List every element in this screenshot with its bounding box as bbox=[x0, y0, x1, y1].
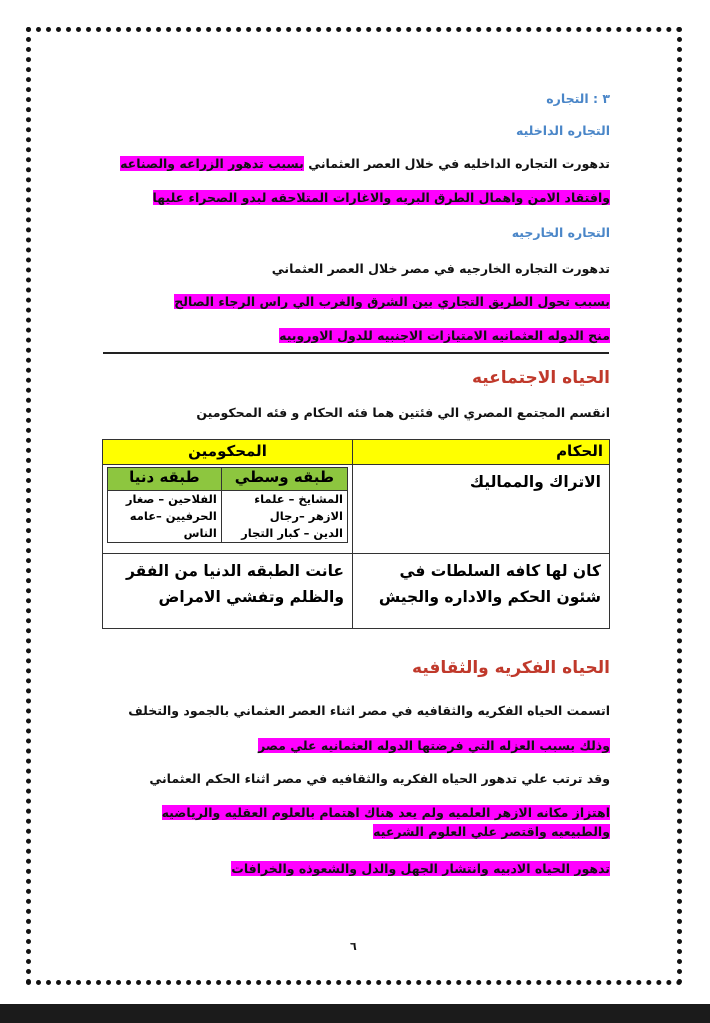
ruled-header: المحكومين bbox=[103, 440, 353, 465]
intellectual-line3: وقد ترتب علي تدهور الحياه الفكريه والثقافيه في مصر اثناء الحكم العثماني bbox=[149, 771, 610, 786]
ruled-role-cell: عانت الطبقه الدنيا من الفقر والظلم وتفشي الامراض bbox=[103, 554, 353, 629]
social-life-intro: انقسم المجتمع المصري الي فئتين هما فئه الحكام و فئه المحكومين bbox=[196, 405, 610, 420]
bottom-bar bbox=[0, 1004, 710, 1023]
social-life-title: الحياه الاجتماعيه bbox=[471, 368, 610, 388]
intellectual-line2: وذلك بسبب العزله التي فرضتها الدوله العثمانيه علي مصر bbox=[258, 738, 610, 753]
internal-trade-line2: وافتقاد الامن واهمال الطرق البريه والاغارات المتلاحقه لبدو الصحراء عليها bbox=[152, 190, 610, 205]
external-trade-line2: بسبب تحول الطريق التجاري بين الشرق والغرب الي راس الرجاء الصالح bbox=[174, 294, 610, 309]
divider bbox=[103, 352, 609, 354]
ruled-subtable bbox=[107, 467, 348, 543]
internal-trade-title: التجاره الداخليه bbox=[516, 123, 610, 138]
intellectual-life-title: الحياه الفكريه والثقافيه bbox=[412, 658, 610, 678]
middle-class-cell: المشايخ – علماء الازهر –رجال الدين – كبار التجار bbox=[221, 491, 347, 543]
internal-trade-line1: تدهورت التجاره الداخليه في خلال العصر العثماني بسبب تدهور الزراعه والصناعه bbox=[120, 156, 610, 171]
rulers-role-cell: كان لها كافه السلطات في شئون الحكم والاداره والجيش bbox=[353, 554, 610, 629]
lower-class-cell: الفلاحين – صغار الحرفيين –عامه الناس bbox=[108, 491, 222, 543]
social-classes-table bbox=[102, 439, 610, 629]
external-trade-line3: منح الدوله العثمانيه الامتيازات الاجنبيه للدول الاوروبيه bbox=[279, 328, 610, 343]
external-trade-title: التجاره الخارجيه bbox=[511, 225, 610, 240]
middle-class-header: طبقه وسطي bbox=[221, 468, 347, 491]
page-number: ٦ bbox=[350, 940, 357, 953]
rulers-header: الحكام bbox=[353, 440, 610, 465]
lower-class-header: طبقه دنيا bbox=[108, 468, 222, 491]
intellectual-line5: تدهور الحياه الادبيه وانتشار الجهل والدل والشعوذه والخرافات bbox=[231, 861, 610, 876]
rulers-cell: الاتراك والمماليك bbox=[353, 465, 610, 554]
intellectual-line4: اهتزاز مكانه الازهر العلميه ولم يعد هناك اهتمام بالعلوم العقليه والرياضيه والطبيعيه واقتصر علي العلوم الشرعيه bbox=[161, 805, 610, 839]
external-trade-line1: تدهورت التجاره الخارجيه في مصر خلال العصر العثماني bbox=[271, 261, 610, 276]
intellectual-line1: اتسمت الحياه الفكريه والثقافيه في مصر اثناء العصر العثماني بالجمود والتخلف bbox=[128, 703, 610, 718]
section-heading: ٣ : التجاره bbox=[546, 91, 610, 106]
